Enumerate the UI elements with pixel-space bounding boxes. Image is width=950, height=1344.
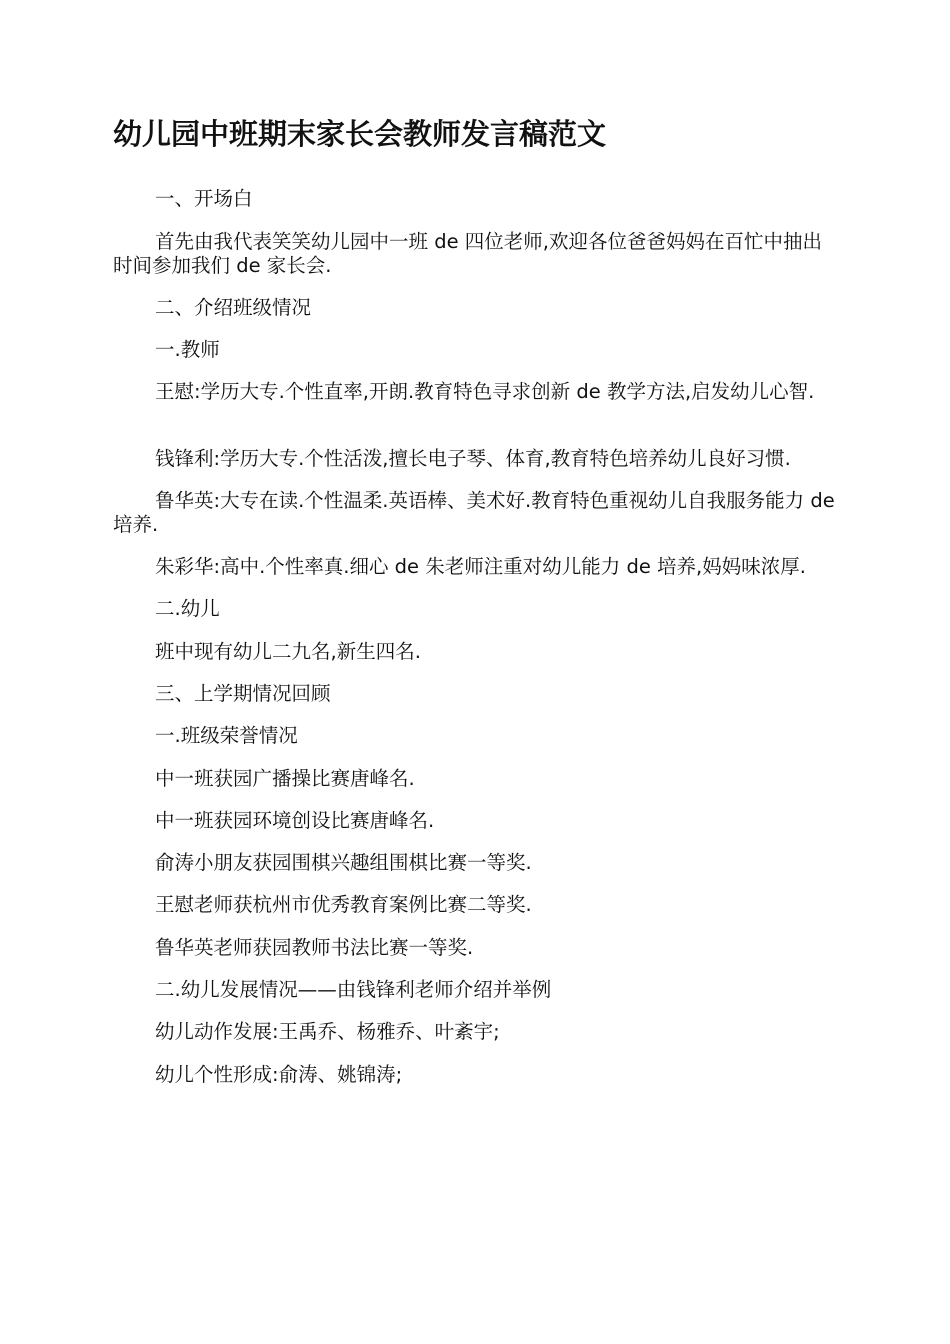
section-heading-class-intro: 二、介绍班级情况 [155,296,312,319]
paragraph-children-count: 班中现有幼儿二九名,新生四名. [155,640,421,663]
paragraph-teacher-lu: 鲁华英:大专在读.个性温柔.英语棒、美术好.教育特色重视幼儿自我服务能力 de 培养. [113,489,835,536]
paragraph-welcome: 首先由我代表笑笑幼儿园中一班 de 四位老师,欢迎各位爸爸妈妈在百忙中抽出时间参加我们 de 家长会. [113,230,822,277]
subheading-honors: 一.班级荣誉情况 [155,724,298,747]
paragraph-teacher-qian: 钱锋利:学历大专.个性活泼,擅长电子琴、体育,教育特色培养幼儿良好习惯. [155,447,791,470]
section-heading-opening: 一、开场白 [155,187,253,210]
paragraph-personality: 幼儿个性形成:俞涛、姚锦涛; [155,1063,403,1086]
list-item-honor: 王慰老师获杭州市优秀教育案例比赛二等奖. [155,893,532,916]
subheading-development: 二.幼儿发展情况——由钱锋利老师介绍并举例 [155,978,552,1001]
paragraph-motor-development: 幼儿动作发展:王禹乔、杨雅乔、叶紊宇; [155,1020,500,1043]
list-item-honor: 鲁华英老师获园教师书法比赛一等奖. [155,936,474,959]
document-title: 幼儿园中班期末家长会教师发言稿范文 [113,117,607,151]
list-item-honor: 中一班获园广播操比赛唐峰名. [155,767,415,790]
subheading-teachers: 一.教师 [155,338,220,361]
list-item-honor: 中一班获园环境创设比赛唐峰名. [155,809,435,832]
list-item-honor: 俞涛小朋友获园围棋兴趣组围棋比赛一等奖. [155,851,532,874]
paragraph-teacher-wang: 王慰:学历大专.个性直率,开朗.教育特色寻求创新 de 教学方法,启发幼儿心智. [155,380,815,403]
section-heading-review: 三、上学期情况回顾 [155,682,331,705]
subheading-children: 二.幼儿 [155,597,220,620]
paragraph-teacher-zhu: 朱彩华:高中.个性率真.细心 de 朱老师注重对幼儿能力 de 培养,妈妈味浓厚. [155,555,806,578]
